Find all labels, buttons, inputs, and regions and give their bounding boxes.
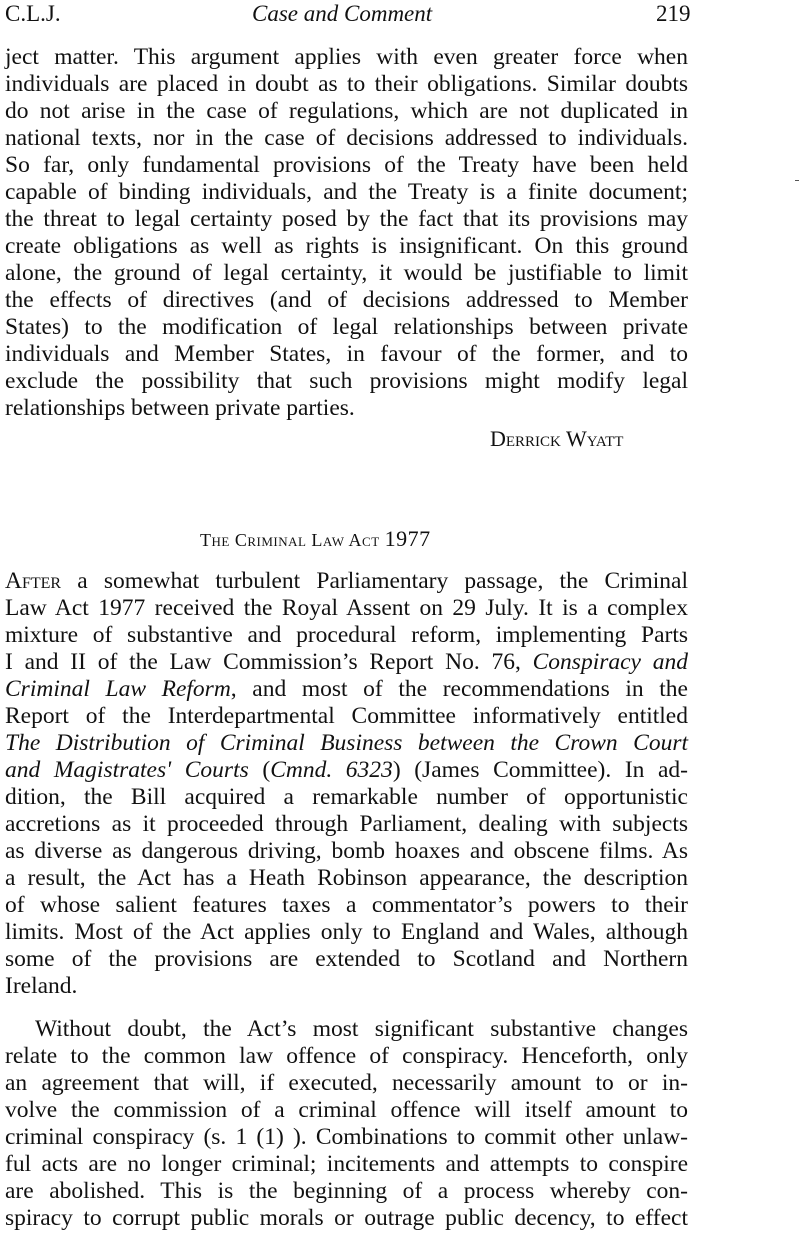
- text-line: individuals are placed in doubt as to their obligations. Similar doubts: [5, 71, 688, 97]
- text-line: [5, 730, 688, 757]
- text-line: create obligations as well as rights is insignificant. On this ground: [5, 233, 688, 259]
- author-signature: Derrick Wyatt: [490, 426, 624, 451]
- page-number: 219: [656, 1, 691, 26]
- text-line: Without doubt, the Act’s most significant substantive changes: [35, 1016, 688, 1042]
- text-line: So far, only fundamental provisions of the Treaty have been held: [5, 152, 688, 178]
- text-line: limits. Most of the Act applies only to England and Wales, although: [5, 919, 688, 945]
- text-line: After a somewhat turbulent Parliamentary passage, the Criminal: [5, 568, 688, 594]
- text-line: spiracy to corrupt public morals or outrage public decency, to effect: [5, 1205, 688, 1231]
- text-line: Criminal Law Reform, and most of the recommendations in the: [5, 676, 688, 702]
- text-line: and Magistrates' Courts (Cmnd. 6323) (James Committee). In ad-: [5, 757, 688, 783]
- journal-abbrev: C.L.J.: [5, 1, 61, 26]
- text-line: the effects of directives (and of decisions addressed to Member: [5, 287, 688, 313]
- text-line: exclude the possibility that such provisions might modify legal: [5, 368, 688, 394]
- drop-word: After: [5, 568, 62, 594]
- running-header: [0, 0, 800, 34]
- text-line: mixture of substantive and procedural reform, implementing Parts: [5, 622, 688, 648]
- text-line: dition, the Bill acquired a remarkable number of opportunistic: [5, 784, 688, 810]
- text-line: capable of binding individuals, and the Treaty is a finite document;: [5, 179, 688, 205]
- section-title: Case and Comment: [252, 1, 433, 26]
- text-line: ful acts are no longer criminal; incitements and attempts to conspire: [5, 1151, 688, 1177]
- text-line: individuals and Member States, in favour of the former, and to: [5, 341, 688, 367]
- text-line: an agreement that will, if executed, necessarily amount to or in-: [5, 1070, 688, 1096]
- report-title: Conspiracy and: [532, 649, 689, 675]
- article-title: [200, 526, 431, 552]
- report-title: Criminal Law Reform: [5, 676, 231, 702]
- text-line: ject matter. This argument applies with even greater force when: [5, 44, 688, 70]
- text-line: I and II of the Law Commission’s Report No. 76, Conspiracy and: [5, 649, 689, 675]
- text-line: the threat to legal certainty posed by the fact that its provisions may: [5, 206, 688, 232]
- text-line: volve the commission of a criminal offence will itself amount to: [5, 1097, 688, 1123]
- text-line: relationships between private parties.: [5, 395, 355, 421]
- margin-mark: [795, 180, 799, 181]
- report-title: The Distribution of Criminal Business between the Crown Court: [5, 730, 688, 756]
- text-line: a result, the Act has a Heath Robinson appearance, the description: [5, 865, 688, 891]
- text-line: Law Act 1977 received the Royal Assent on 29 July. It is a complex: [5, 595, 688, 621]
- text-line: national texts, nor in the case of decisions addressed to individuals.: [5, 125, 688, 151]
- text-line: as diverse as dangerous driving, bomb hoaxes and obscene films. As: [5, 838, 688, 864]
- text-line: some of the provisions are extended to Scotland and Northern: [5, 946, 688, 972]
- text-line: are abolished. This is the beginning of a process whereby con-: [5, 1178, 688, 1204]
- text-line: Report of the Interdepartmental Committee informatively entitled: [5, 703, 688, 729]
- text-line: of whose salient features taxes a commentator’s powers to their: [5, 892, 688, 918]
- text-line: States) to the modification of legal relationships between private: [5, 314, 688, 340]
- article-title-text: The Criminal Law Act: [200, 530, 380, 550]
- article-title-year: 1977: [384, 526, 431, 551]
- text-line: accretions as it proceeded through Parliament, dealing with subjects: [5, 811, 688, 837]
- text-line: Ireland.: [5, 973, 78, 999]
- text-line: do not arise in the case of regulations, which are not duplicated in: [5, 98, 688, 124]
- text-line: alone, the ground of legal certainty, it would be justifiable to limit: [5, 260, 688, 286]
- text-line: criminal conspiracy (s. 1 (1) ). Combinations to commit other unlaw-: [5, 1124, 688, 1150]
- text-line: relate to the common law offence of conspiracy. Henceforth, only: [5, 1043, 688, 1069]
